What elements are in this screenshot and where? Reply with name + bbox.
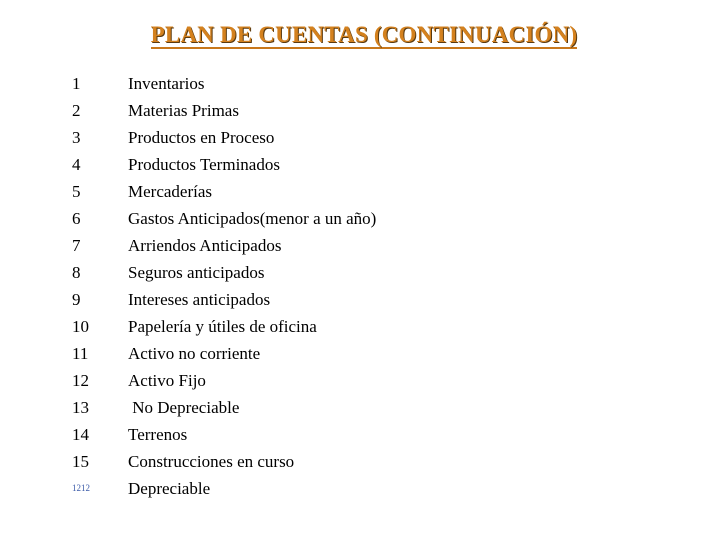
item-label: Activo Fijo <box>128 371 206 390</box>
item-label: Arriendos Anticipados <box>128 236 282 255</box>
item-label: Seguros anticipados <box>128 263 265 282</box>
item-label: Inventarios <box>128 74 205 93</box>
item-label: Productos en Proceso <box>128 128 275 147</box>
item-number: 15 <box>72 452 89 471</box>
item-number: 11 <box>72 344 89 363</box>
item-number: 2 <box>72 101 81 120</box>
item-label: Construcciones en curso <box>128 452 295 471</box>
item-number: 8 <box>72 263 81 282</box>
page-title <box>0 22 728 49</box>
item-number: 4 <box>72 155 81 174</box>
item-number: 12 <box>72 371 89 390</box>
item-label: Depreciable <box>128 479 211 498</box>
item-label: Materias Primas <box>128 101 239 120</box>
item-number: 5 <box>72 182 81 201</box>
item-label: Mercaderías <box>128 182 213 201</box>
item-label: Gastos Anticipados(menor a un año) <box>128 209 377 228</box>
item-number: 9 <box>72 290 81 309</box>
item-number: 3 <box>72 128 81 147</box>
item-number: 10 <box>72 317 89 336</box>
item-number: 6 <box>72 209 81 228</box>
page-title-text: PLAN DE CUENTAS (CONTINUACIÓN) <box>150 22 578 47</box>
item-label: Intereses anticipados <box>128 290 271 309</box>
item-label: No Depreciable <box>128 398 240 417</box>
item-number: 7 <box>72 236 81 255</box>
item-number: 13 <box>72 398 89 417</box>
item-label: Activo no corriente <box>128 344 261 363</box>
item-label: Productos Terminados <box>128 155 280 174</box>
item-number: 1 <box>72 74 81 93</box>
item-label: Terrenos <box>128 425 188 444</box>
item-number: 14 <box>72 425 89 444</box>
slide-page-number: 1212 <box>72 483 90 493</box>
item-label: Papelería y útiles de oficina <box>128 317 317 336</box>
